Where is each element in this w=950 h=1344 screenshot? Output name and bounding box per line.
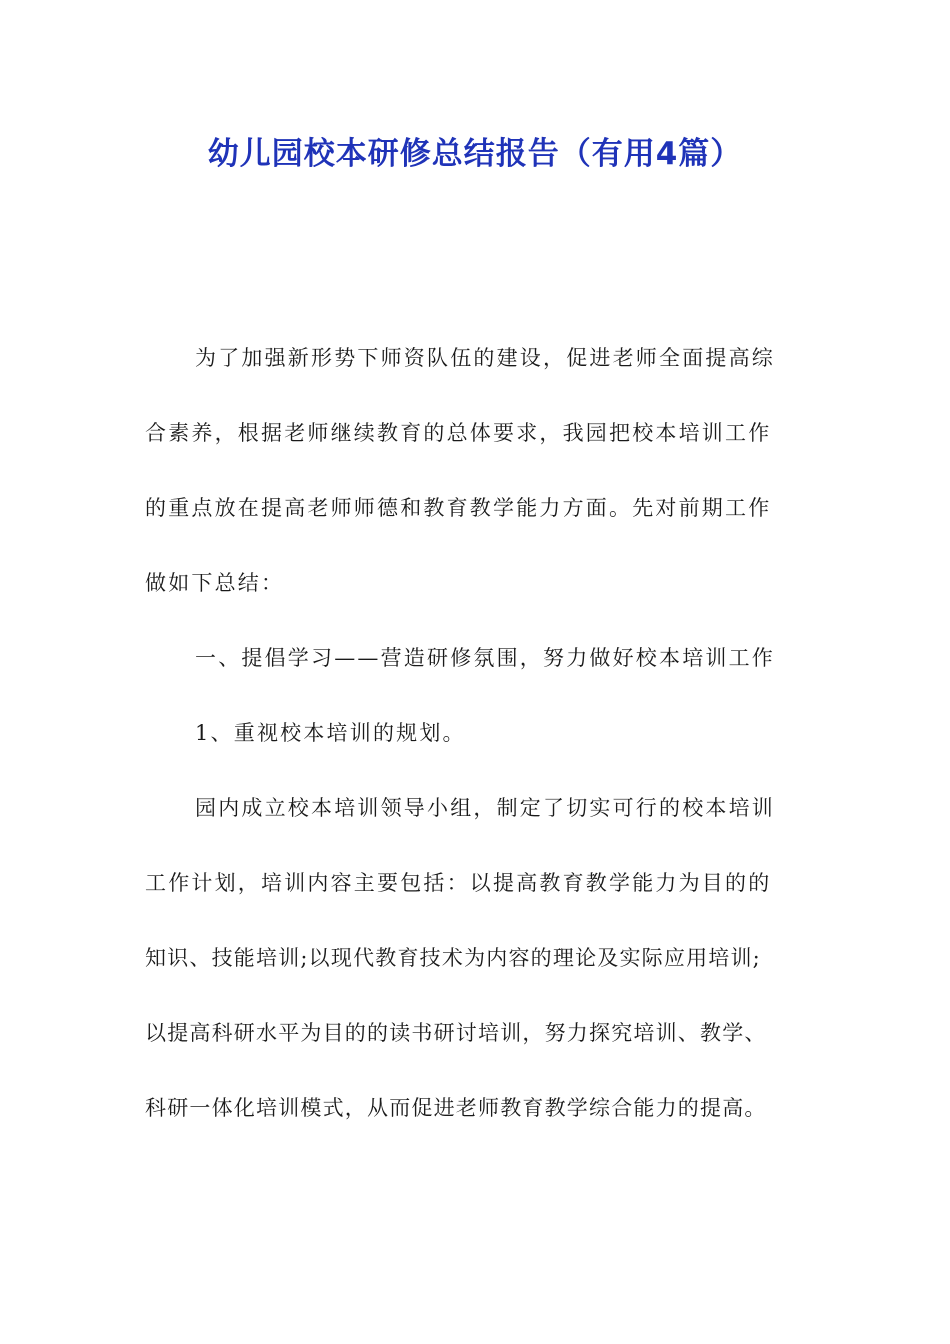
paragraph-line: 知识、技能培训;以现代教育技术为内容的理论及实际应用培训; [145, 946, 761, 970]
paragraph-line: 做如下总结： [145, 571, 285, 595]
subsection-heading: 1、重视校本培训的规划。 [195, 721, 466, 745]
paragraph-line: 工作计划，培训内容主要包括：以提高教育教学能力为目的的 [145, 871, 772, 895]
section-heading: 一、提倡学习——营造研修氛围，努力做好校本培训工作 [195, 646, 775, 670]
paragraph-line: 以提高科研水平为目的的读书研讨培训，努力探究培训、教学、 [145, 1021, 767, 1045]
document-title: 幼儿园校本研修总结报告（有用4篇） [207, 136, 743, 172]
paragraph-line: 合素养，根据老师继续教育的总体要求，我园把校本培训工作 [145, 421, 772, 445]
paragraph-line: 的重点放在提高老师师德和教育教学能力方面。先对前期工作 [145, 496, 772, 520]
document-body [145, 337, 825, 1162]
paragraph-line: 园内成立校本培训领导小组，制定了切实可行的校本培训 [195, 796, 775, 820]
paragraph-line: 科研一体化培训模式，从而促进老师教育教学综合能力的提高。 [145, 1096, 767, 1120]
paragraph-line: 为了加强新形势下师资队伍的建设，促进老师全面提高综 [195, 346, 775, 370]
